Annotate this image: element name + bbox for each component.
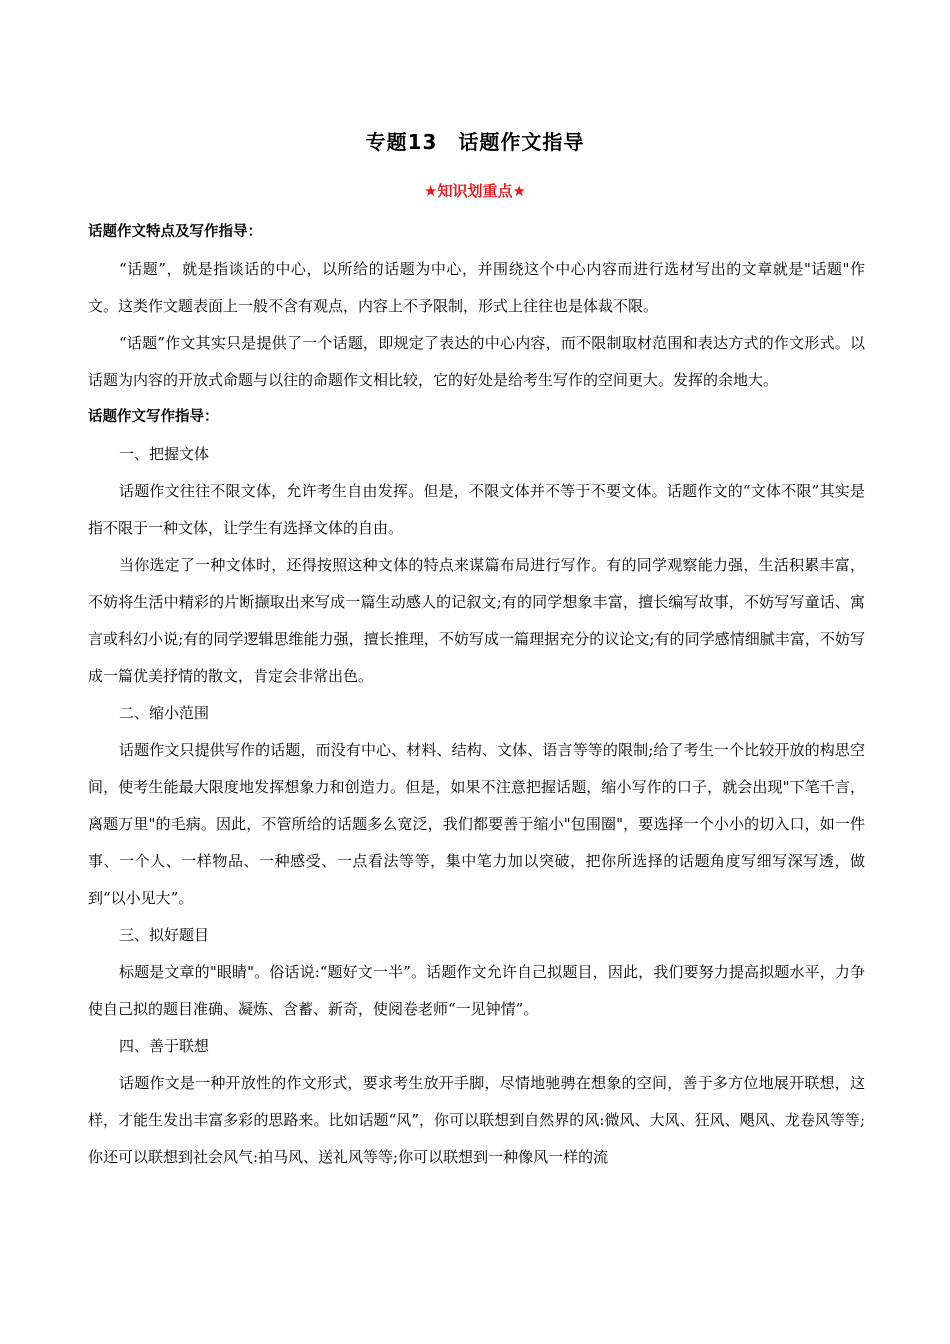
document-body: [88, 214, 865, 1176]
paragraph-narrow-scope: 话题作文只提供写作的话题，而没有中心、材料、结构、文体、语言等等的限制;给了考生一个比较开放的构思空间，使考生能最大限度地发挥想象力和创造力。但是，如果不注意把握话题，缩小写作的口子，就会出现"下笔千言，离题万里"的毛病。因此，不管所给的话题多么宽泛，我们都要善于缩小"包围圈"，要选择一个小小的切入口，如一件事、一个人、一样物品、一种感受、一点看法等等，集中笔力加以突破，把你所选择的话题角度写细写深写透，做到“以小见大”。: [88, 741, 865, 907]
subheading-narrow-scope: 二、缩小范围: [119, 704, 210, 722]
subheading-genre: 一、把握文体: [119, 445, 210, 463]
paragraph-form: “话题”作文其实只是提供了一个话题，即规定了表达的中心内容，而不限制取材范围和表达方式的作文形式。以话题为内容的开放式命题与以往的命题作文相比较，它的好处是给考生写作的空间更大。发挥的余地大。: [88, 334, 865, 389]
section-banner: ★知识划重点★: [424, 182, 526, 200]
paragraph-association: 话题作文是一种开放性的作文形式，要求考生放开手脚，尽情地驰骋在想象的空间，善于多方位地展开联想，这样，才能生发出丰富多彩的思路来。比如话题“风”，你可以联想到自然界的风:微风、大风、狂风、飓风、龙卷风等等;你还可以联想到社会风气:拍马风、送礼风等等;你可以联想到一种像风一样的流: [88, 1074, 865, 1166]
page-title: 专题13 话题作文指导: [365, 130, 585, 154]
subheading-title: 三、拟好题目: [119, 926, 210, 944]
section-heading-guidance: 话题作文写作指导：: [88, 409, 219, 425]
subheading-association: 四、善于联想: [119, 1037, 210, 1055]
paragraph-definition: “话题”，就是指谈话的中心，以所给的话题为中心，并围绕这个中心内容而进行选材写出的文章就是"话题"作文。这类作文题表面上一般不含有观点，内容上不予限制，形式上往往也是体裁不限。: [88, 260, 865, 315]
section-heading-features: 话题作文特点及写作指导：: [88, 224, 262, 240]
paragraph-genre-2: 当你选定了一种文体时，还得按照这种文体的特点来谋篇布局进行写作。有的同学观察能力强，生活积累丰富，不妨将生活中精彩的片断撷取出来写成一篇生动感人的记叙文;有的同学想象丰富，擅长编写故事，不妨写写童话、寓言或科幻小说;有的同学逻辑思维能力强，擅长推理，不妨写成一篇理据充分的议论文;有的同学感情细腻丰富，不妨写成一篇优美抒情的散文，肯定会非常出色。: [88, 556, 865, 685]
paragraph-genre-1: 话题作文往往不限文体，允许考生自由发挥。但是，不限文体并不等于不要文体。话题作文的“文体不限”其实是指不限于一种文体，让学生有选择文体的自由。: [88, 482, 865, 537]
paragraph-title: 标题是文章的"眼睛"。俗话说:“题好文一半”。话题作文允许自己拟题目，因此，我们要努力提高拟题水平，力争使自己拟的题目准确、凝炼、含蓄、新奇，使阅卷老师“一见钟情”。: [88, 963, 865, 1018]
